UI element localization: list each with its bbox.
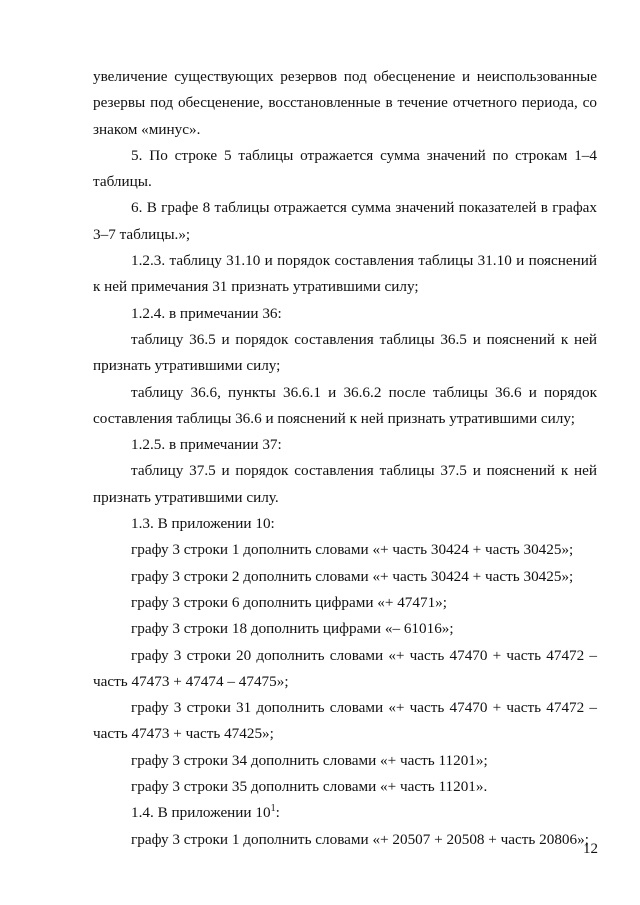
paragraph: графу 3 строки 6 дополнить цифрами «+ 47471»;	[131, 593, 447, 611]
paragraph: графу 3 строки 35 дополнить словами «+ часть 11201».	[131, 778, 488, 796]
paragraph: графу 3 строки 31 дополнить словами «+ часть 47470 + часть 47472 – часть 47473 + часть 47425»;	[93, 699, 597, 743]
paragraph: 1.3. В приложении 10:	[131, 515, 275, 533]
paragraph: графу 3 строки 1 дополнить словами «+ 20507 + 20508 + часть 20806»;	[131, 830, 589, 848]
paragraph: графу 3 строки 34 дополнить словами «+ часть 11201»;	[131, 751, 488, 769]
paragraph: графу 3 строки 1 дополнить словами «+ часть 30424 + часть 30425»;	[131, 541, 574, 559]
heading-superscript: 1	[270, 803, 276, 815]
paragraph: 5. По строке 5 таблицы отражается сумма значений по строкам 1–4 таблицы.	[93, 146, 597, 191]
paragraph: графу 3 строки 20 дополнить словами «+ часть 47470 + часть 47472 – часть 47473 + 47474 – 47475»;	[93, 646, 597, 690]
paragraph: 1.2.3. таблицу 31.10 и порядок составления таблицы 31.10 и пояснений к ней примечания 31 признать утратившими силу;	[93, 252, 597, 296]
paragraph: увеличение существующих резервов под обесценение и неиспользованные резервы под обесценение, восстановленные в течение отчетного периода, со знаком «минус».	[93, 68, 597, 138]
paragraph: графу 3 строки 18 дополнить цифрами «– 61016»;	[131, 620, 454, 638]
section-heading-1-4	[93, 800, 597, 826]
paragraph: 6. В графе 8 таблицы отражается сумма значений показателей в графах 3–7 таблицы.»;	[93, 199, 597, 243]
paragraph: таблицу 37.5 и порядок составления таблицы 37.5 и пояснений к ней признать утратившими силу.	[93, 462, 597, 506]
page-number: 12	[583, 841, 598, 857]
paragraph: таблицу 36.6, пункты 36.6.1 и 36.6.2 после таблицы 36.6 и порядок составления таблицы 36.6 и пояснений к ней признать утратившими силу;	[93, 383, 597, 427]
document-body	[93, 64, 597, 853]
paragraph: графу 3 строки 2 дополнить словами «+ часть 30424 + часть 30425»;	[131, 567, 574, 585]
paragraph: 1.2.5. в примечании 37:	[131, 436, 282, 454]
paragraph: таблицу 36.5 и порядок составления таблицы 36.5 и пояснений к ней признать утратившими силу;	[93, 330, 597, 375]
paragraph: 1.2.4. в примечании 36:	[131, 304, 282, 322]
heading-text: 1.4. В приложении 10	[131, 804, 271, 822]
heading-tail: :	[275, 804, 280, 822]
